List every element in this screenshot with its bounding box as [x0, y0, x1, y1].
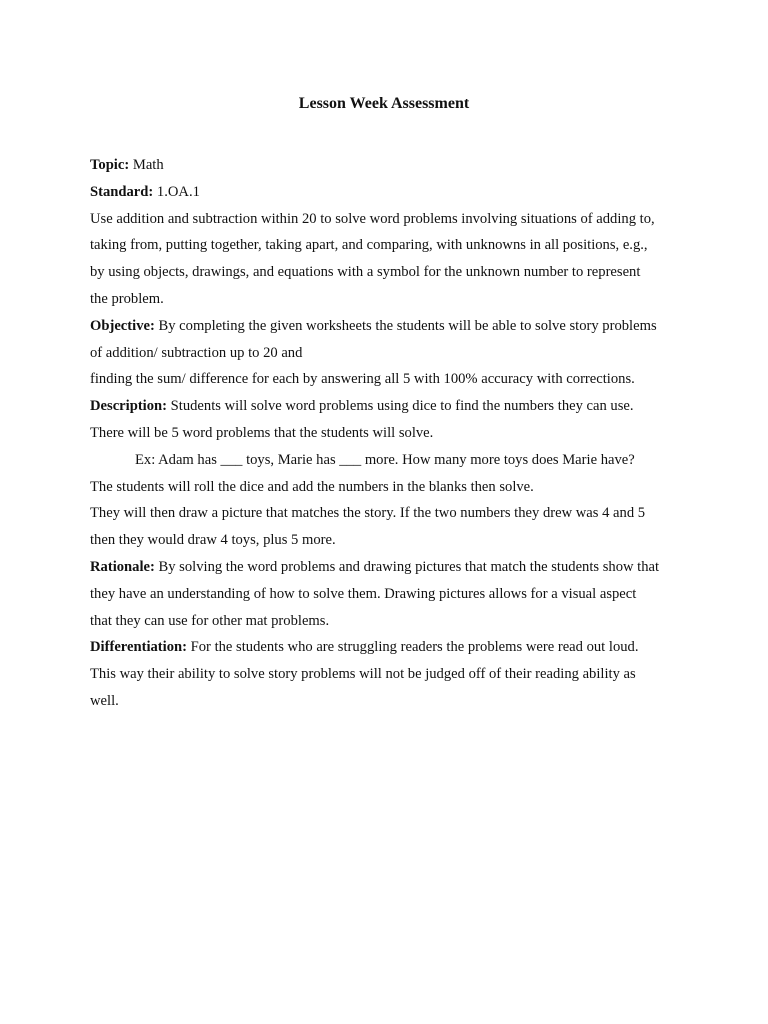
rationale-text-line: they have an understanding of how to solve them. Drawing pictures allows for a visual aspect [90, 585, 637, 602]
standard-text-line: taking from, putting together, taking apart, and comparing, with unknowns in all positions, e.g., [90, 237, 648, 254]
standard-label: Standard: [90, 183, 154, 200]
description-text-line: There will be 5 word problems that the students will solve. [90, 424, 434, 441]
description-text-line: then they would draw 4 toys, plus 5 more. [90, 532, 336, 549]
document-title: Lesson Week Assessment [298, 95, 470, 112]
description-line [90, 393, 690, 420]
description-label: Description: [90, 398, 168, 415]
objective-line [90, 313, 690, 340]
rationale-text-line: that they can use for other mat problems. [90, 612, 330, 629]
topic-line [90, 152, 690, 179]
description-text: Students will solve word problems using dice to find the numbers they can use. [167, 398, 634, 415]
objective-text-line: of addition/ subtraction up to 20 and [90, 344, 303, 361]
document-body [90, 152, 690, 715]
standard-text-line: by using objects, drawings, and equations with a symbol for the unknown number to represent [90, 264, 641, 281]
description-text-line: The students will roll the dice and add the numbers in the blanks then solve. [90, 478, 534, 495]
rationale-label: Rationale: [90, 558, 155, 575]
objective-text-line: finding the sum/ difference for each by answering all 5 with 100% accuracy with corrections. [90, 371, 635, 388]
topic-label: Topic: [90, 157, 130, 173]
description-text-line: They will then draw a picture that matches the story. If the two numbers they drew was 4 and 5 [90, 505, 646, 522]
objective-text: By completing the given worksheets the students will be able to solve story problems [154, 317, 657, 334]
standard-value: 1.OA.1 [153, 183, 200, 200]
example-line: Ex: Adam has ___ toys, Marie has ___ more. How many more toys does Marie have? [135, 451, 635, 468]
standard-text-line: Use addition and subtraction within 20 to solve word problems involving situations of adding to, [90, 210, 655, 227]
standard-text-line: the problem. [90, 290, 164, 307]
differentiation-text-line: well. [90, 692, 119, 709]
differentiation-line [90, 634, 690, 661]
differentiation-label: Differentiation: [90, 639, 187, 656]
standard-line [90, 179, 690, 206]
objective-label: Objective: [90, 317, 155, 334]
rationale-line [90, 554, 690, 581]
rationale-text: By solving the word problems and drawing pictures that match the students show that [154, 558, 660, 575]
differentiation-text-line: This way their ability to solve story problems will not be judged off of their reading ability as [90, 666, 636, 683]
topic-value: Math [129, 157, 164, 173]
differentiation-text: For the students who are struggling readers the problems were read out loud. [187, 639, 639, 656]
